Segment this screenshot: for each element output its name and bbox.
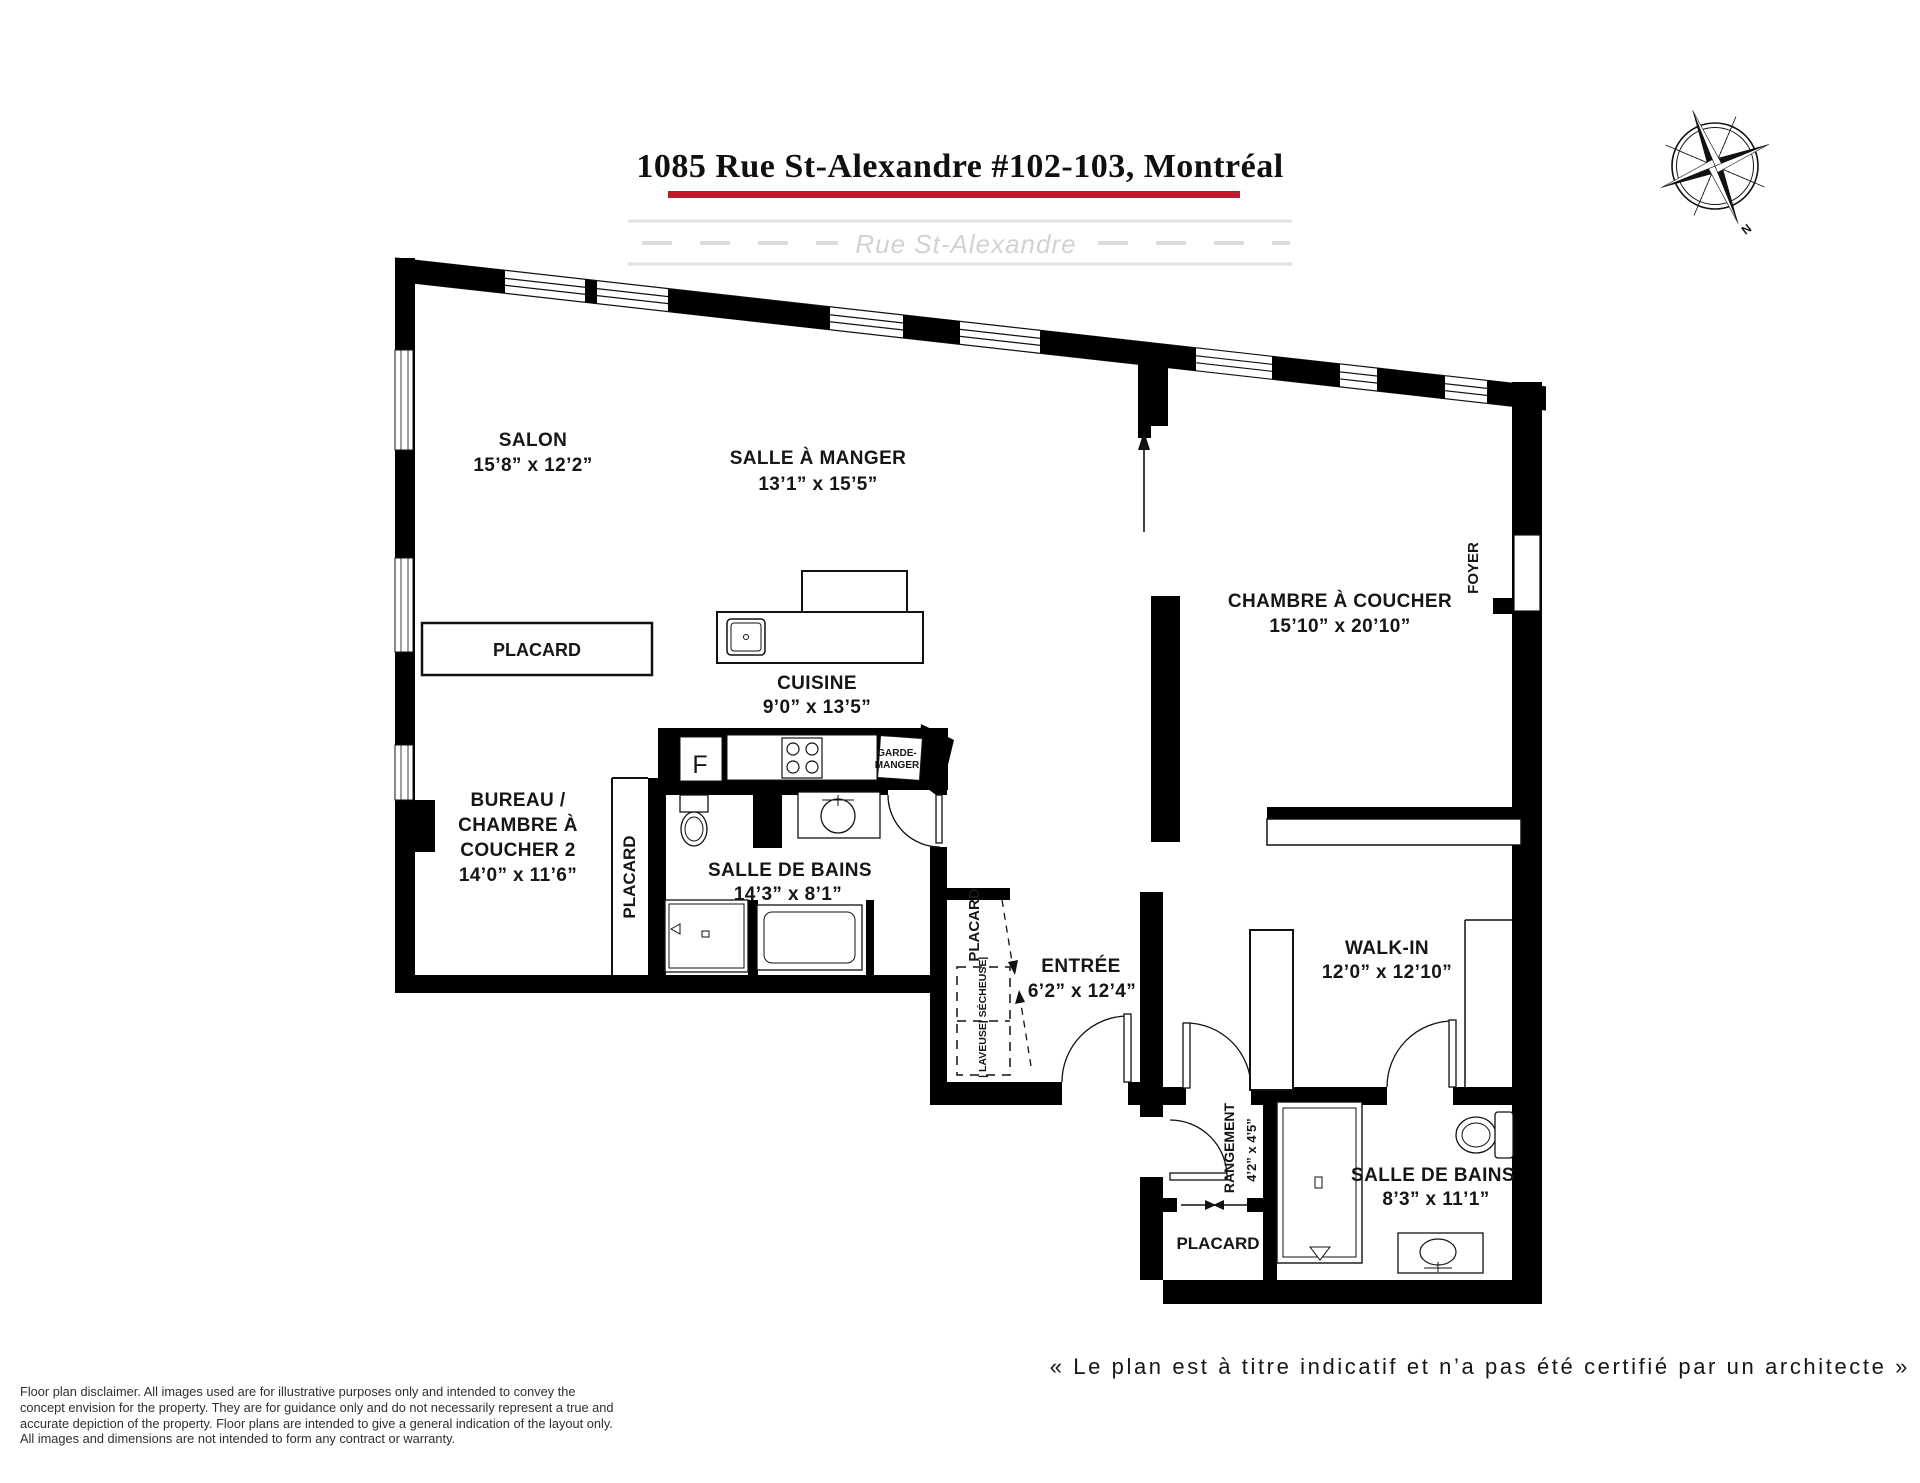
room-chambre: [1228, 590, 1452, 637]
closet-swing-arrow-down: [1002, 900, 1013, 968]
room-salle-de-bains: [708, 860, 872, 905]
svg-text:6’2” x 12’4”: 6’2” x 12’4”: [1027, 981, 1137, 1002]
exterior-walls: [395, 258, 1546, 1304]
svg-text:9’0” x 13’5”: 9’0” x 13’5”: [762, 697, 872, 718]
compass-icon: [1639, 89, 1792, 246]
svg-text:WALK-IN: WALK-IN: [1344, 938, 1430, 959]
disclaimer-line: Floor plan disclaimer. All images used are for illustrative purposes only and intended to convey the: [20, 1384, 576, 1399]
room-cuisine: [763, 673, 871, 718]
bathroom-sink-icon: [798, 792, 880, 838]
room-entree: [1028, 955, 1136, 1002]
placard-bureau-label: PLACARD: [620, 835, 639, 919]
svg-text:CUISINE: CUISINE: [777, 673, 857, 694]
svg-text:SALLE DE BAINS: SALLE DE BAINS: [1351, 1165, 1515, 1186]
toilet-icon: [680, 795, 708, 846]
secheuse-label: | SÉCHEUSE|: [977, 956, 989, 1024]
svg-text:15’10” x 20’10”: 15’10” x 20’10”: [1269, 616, 1411, 637]
svg-text:SALON: SALON: [498, 430, 568, 451]
placard-entree-label: PLACARD: [966, 888, 983, 962]
laveuse-label: | LAVEUSE|: [977, 1020, 989, 1078]
garde-manger-label-1: GARDE-: [877, 748, 917, 759]
compass-north-label: N: [1738, 221, 1755, 238]
page-title: 1085 Rue St-Alexandre #102-103, Montréal: [636, 148, 1284, 185]
bathroom2-sink-icon: [1398, 1233, 1483, 1273]
bathroom2-fixtures: [1277, 1102, 1513, 1273]
svg-text:14’0” x 11’6”: 14’0” x 11’6”: [458, 865, 578, 886]
garde-manger-label-2: MANGER: [874, 760, 920, 771]
svg-text:8’3” x 11’1”: 8’3” x 11’1”: [1382, 1189, 1490, 1210]
svg-text:COUCHER 2: COUCHER 2: [460, 840, 576, 861]
svg-text:4’2” x 4’5”: 4’2” x 4’5”: [1244, 1118, 1259, 1182]
placard-bas-label: PLACARD: [1176, 1234, 1260, 1253]
street-name-label: Rue St-Alexandre: [855, 229, 1077, 259]
certification-note: « Le plan est à titre indicatif et n’a pas été certifié par un architecte »: [1049, 1354, 1910, 1379]
disclaimer-line: All images and dimensions are not intended to form any contract or warranty.: [20, 1431, 456, 1447]
placard-salon-label: PLACARD: [493, 640, 581, 660]
island-upper-counter: [802, 571, 907, 612]
svg-text:BUREAU /: BUREAU /: [470, 790, 566, 811]
room-bureau: [458, 790, 578, 886]
shower-icon: [665, 900, 748, 972]
svg-text:SALLE À MANGER: SALLE À MANGER: [729, 448, 907, 469]
room-salle-a-manger: [730, 447, 907, 495]
foyer-niche: [1514, 535, 1540, 611]
stove-icon: [782, 738, 822, 778]
room-salon: [473, 430, 592, 476]
bathtub-icon: [757, 905, 862, 970]
toilet2-icon: [1456, 1112, 1513, 1158]
fridge-label: F: [692, 751, 708, 779]
svg-text:CHAMBRE À COUCHER: CHAMBRE À COUCHER: [1227, 591, 1453, 612]
bedroom-closet-box: [1267, 819, 1521, 845]
walkin-closet-box: [1250, 930, 1293, 1090]
room-salle-de-bains-2: [1351, 1165, 1515, 1210]
disclaimer-line: accurate depiction of the property. Floor plans are intended to give a general indication of the layout only.: [20, 1415, 613, 1431]
street-facade-windows: [395, 258, 1546, 410]
foyer-label: FOYER: [1465, 542, 1482, 594]
svg-text:ENTRÉE: ENTRÉE: [1041, 956, 1121, 977]
svg-text:RANGEMENT: RANGEMENT: [1221, 1102, 1237, 1194]
disclaimer-text: [20, 1384, 614, 1447]
svg-text:CHAMBRE À: CHAMBRE À: [458, 815, 578, 836]
doors: [888, 795, 1456, 1180]
shower2-icon: [1277, 1102, 1362, 1263]
sink-icon: [727, 619, 765, 655]
disclaimer-line: concept envision for the property. They are for guidance only and do not necessarily represent a true and: [20, 1399, 614, 1415]
street-band: [628, 221, 1292, 264]
svg-text:14’3” x 8’1”: 14’3” x 8’1”: [733, 884, 843, 905]
svg-text:SALLE DE BAINS: SALLE DE BAINS: [708, 860, 872, 881]
room-rangement: [1221, 1102, 1259, 1193]
svg-text:15’8” x 12’2”: 15’8” x 12’2”: [473, 455, 593, 476]
svg-text:13’1” x 15’5”: 13’1” x 15’5”: [758, 474, 878, 495]
room-walk-in: [1322, 938, 1452, 983]
closet-swing-arrow-up: [1020, 998, 1031, 1066]
svg-text:12’0” x 12’10”: 12’0” x 12’10”: [1321, 962, 1453, 983]
